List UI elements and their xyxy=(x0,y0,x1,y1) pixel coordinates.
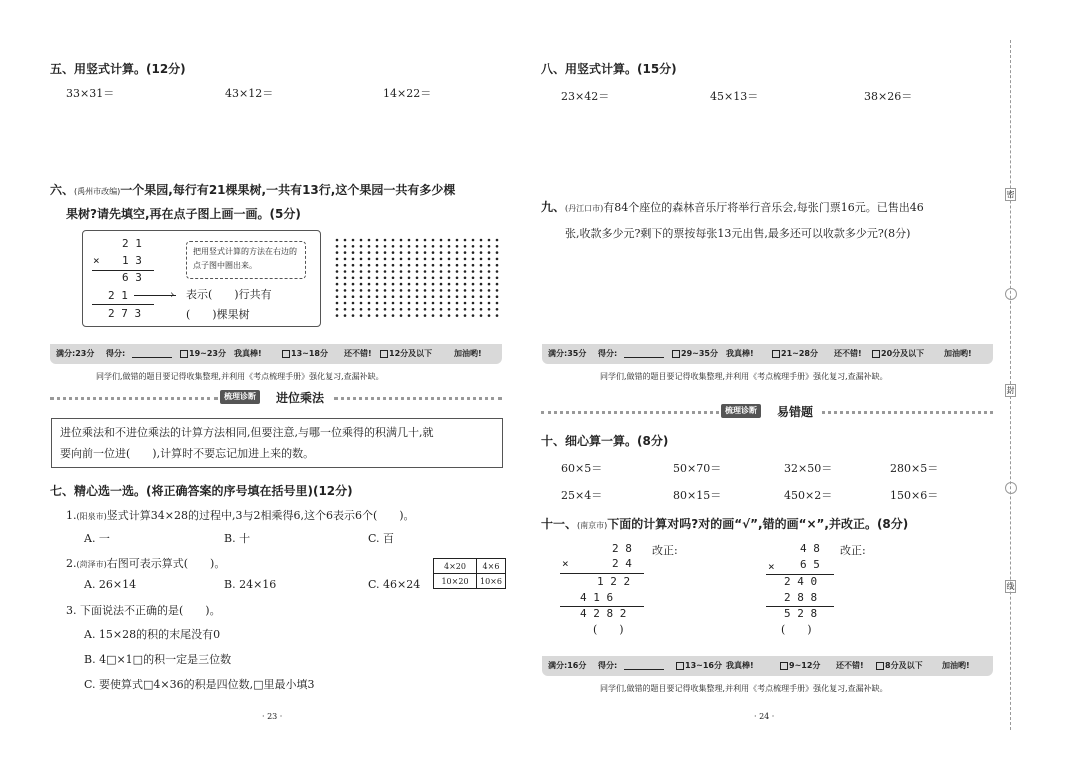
c1-row-5: 4 2 8 2 xyxy=(580,607,627,620)
s5-item-1: 33×31＝ xyxy=(66,87,115,100)
s9-line-2: 张,收款多少元?剩下的票按每张13元出售,最多还可以收款多少元?(8分) xyxy=(565,227,911,240)
s6-title-line1: 六、(禹州市改编)一个果园,每行有21棵果树,一共有13行,这个果园一共有多少棵 xyxy=(50,183,456,197)
s10-title: 十、细心算一算。(8分) xyxy=(541,434,669,448)
q2-opt-a: A. 26×14 xyxy=(84,578,137,591)
s10-item-7: 450×2＝ xyxy=(784,489,833,502)
c1-row-4: 4 1 6 xyxy=(580,591,614,604)
c1-times: × xyxy=(562,557,569,570)
q1: 1.(阳泉市)竖式计算34×28的过程中,3与2相乘得6,这个6表示6个( )。 xyxy=(66,509,415,522)
margin-char-2: 封 xyxy=(1006,386,1015,395)
calc-row-2: 1 3 xyxy=(122,254,142,267)
calc-row-5: 2 7 3 xyxy=(108,307,142,320)
q2: 2.(菏泽市)右图可表示算式( )。 xyxy=(66,557,226,570)
s8-item-2: 45×13＝ xyxy=(710,90,759,103)
s8-title: 八、用竖式计算。(15分) xyxy=(541,62,677,76)
section-tag-right: 梳理诊断 xyxy=(721,404,761,418)
s5-item-2: 43×12＝ xyxy=(225,87,274,100)
q2-opt-c: C. 46×24 xyxy=(368,578,421,591)
s10-item-1: 60×5＝ xyxy=(561,462,603,475)
q3: 3. 下面说法不正确的是( )。 xyxy=(66,604,221,617)
s8-item-3: 38×26＝ xyxy=(864,90,913,103)
hint-box: 把用竖式计算的方法在右边的点子图中圈出来。 xyxy=(186,241,306,279)
note-3: 同学们,做错的题目要记得收集整理,并利用《考点梳理手册》强化复习,查漏补缺。 xyxy=(600,684,888,693)
s10-item-3: 32×50＝ xyxy=(784,462,833,475)
c1-row-3: 1 2 2 xyxy=(597,575,631,588)
q1-opt-a: A. 一 xyxy=(84,532,110,545)
s10-item-4: 280×5＝ xyxy=(890,462,939,475)
s10-item-6: 80×15＝ xyxy=(673,489,722,502)
c2-row-2: 6 5 xyxy=(800,558,820,571)
q1-opt-b: B. 十 xyxy=(224,532,251,545)
note-1: 同学们,做错的题目要记得收集整理,并利用《考点梳理手册》强化复习,查漏补缺。 xyxy=(96,372,384,381)
c2-times: × xyxy=(768,560,775,573)
score-bar-3: 满分:16分 得分: 13~16分 我真棒! 9~12分 还不错! 8分及以下 加油哟! xyxy=(542,656,993,676)
calc-row-4: 2 1 xyxy=(108,289,128,302)
q3-opt-b: B. 4□×1□的积一定是三位数 xyxy=(84,653,232,666)
s9-line-1: 九、(丹江口市)有84个座位的森林音乐厅将举行音乐会,每张门票16元。已售出46 xyxy=(541,200,924,214)
q1-opt-c: C. 百 xyxy=(368,532,395,545)
c1-row-1: 2 8 xyxy=(612,542,632,555)
calc-row-3: 6 3 xyxy=(122,271,142,284)
c1-row-2: 2 4 xyxy=(612,557,632,570)
q3-opt-a: A. 15×28的积的末尾没有0 xyxy=(84,628,221,641)
arrow-head: › xyxy=(170,288,175,301)
c2-row-3: 2 4 0 xyxy=(784,575,818,588)
tip-line-2: 要向前一位进( ),计算时不要忘记加进上来的数。 xyxy=(60,447,315,460)
note-2: 同学们,做错的题目要记得收集整理,并利用《考点梳理手册》强化复习,查漏补缺。 xyxy=(600,372,888,381)
binding-hole-1 xyxy=(1005,288,1017,300)
s6-title-line2: 果树?请先填空,再在点子图上画一画。(5分) xyxy=(66,207,301,221)
section-title-left: 进位乘法 xyxy=(276,391,325,405)
area-grid: 4×20 4×6 10×20 10×6 xyxy=(433,558,506,589)
page-number-right: · 24 · xyxy=(754,712,775,721)
fill-trees: ( )棵果树 xyxy=(186,308,250,321)
dot-grid xyxy=(333,236,503,320)
c2-row-5: 5 2 8 xyxy=(784,607,818,620)
q3-opt-c: C. 要使算式□4×36的积是四位数,□里最小填3 xyxy=(84,678,315,691)
s11-title: 十一、(南京市)下面的计算对吗?对的画“√”,错的画“×”,并改正。(8分) xyxy=(541,517,909,531)
score-bar-1: 满分:23分 得分: 19~23分 我真棒! 13~18分 还不错! 12分及以下 加油哟! xyxy=(50,344,502,364)
section-title-right: 易错题 xyxy=(777,405,814,419)
s5-title: 五、用竖式计算。(12分) xyxy=(50,62,186,76)
c2-row-1: 4 8 xyxy=(800,542,820,555)
calc-times: × xyxy=(93,254,100,267)
c1-fix-label: 改正: xyxy=(652,544,678,557)
tip-line-1: 进位乘法和不进位乘法的计算方法相同,但要注意,与哪一位乘得的积满几十,就 xyxy=(60,426,434,439)
page-number-left: · 23 · xyxy=(262,712,283,721)
q2-opt-b: B. 24×16 xyxy=(224,578,277,591)
c2-row-4: 2 8 8 xyxy=(784,591,818,604)
c1-mark: ( ) xyxy=(593,623,624,636)
c2-fix-label: 改正: xyxy=(840,544,866,557)
margin-char-1: 密 xyxy=(1006,190,1015,199)
s8-item-1: 23×42＝ xyxy=(561,90,610,103)
s10-item-8: 150×6＝ xyxy=(890,489,939,502)
s10-item-5: 25×4＝ xyxy=(561,489,603,502)
c2-mark: ( ) xyxy=(781,623,812,636)
s7-title: 七、精心选一选。(将正确答案的序号填在括号里)(12分) xyxy=(50,484,353,498)
section-tag-left: 梳理诊断 xyxy=(220,390,260,404)
fill-rows: 表示( )行共有 xyxy=(186,288,272,301)
s5-item-3: 14×22＝ xyxy=(383,87,432,100)
s10-item-2: 50×70＝ xyxy=(673,462,722,475)
calc-row-1: 2 1 xyxy=(122,237,142,250)
score-bar-2: 满分:35分 得分: 29~35分 我真棒! 21~28分 还不错! 20分及以下 加油哟! xyxy=(542,344,993,364)
binding-hole-2 xyxy=(1005,482,1017,494)
margin-char-3: 线 xyxy=(1006,582,1015,591)
